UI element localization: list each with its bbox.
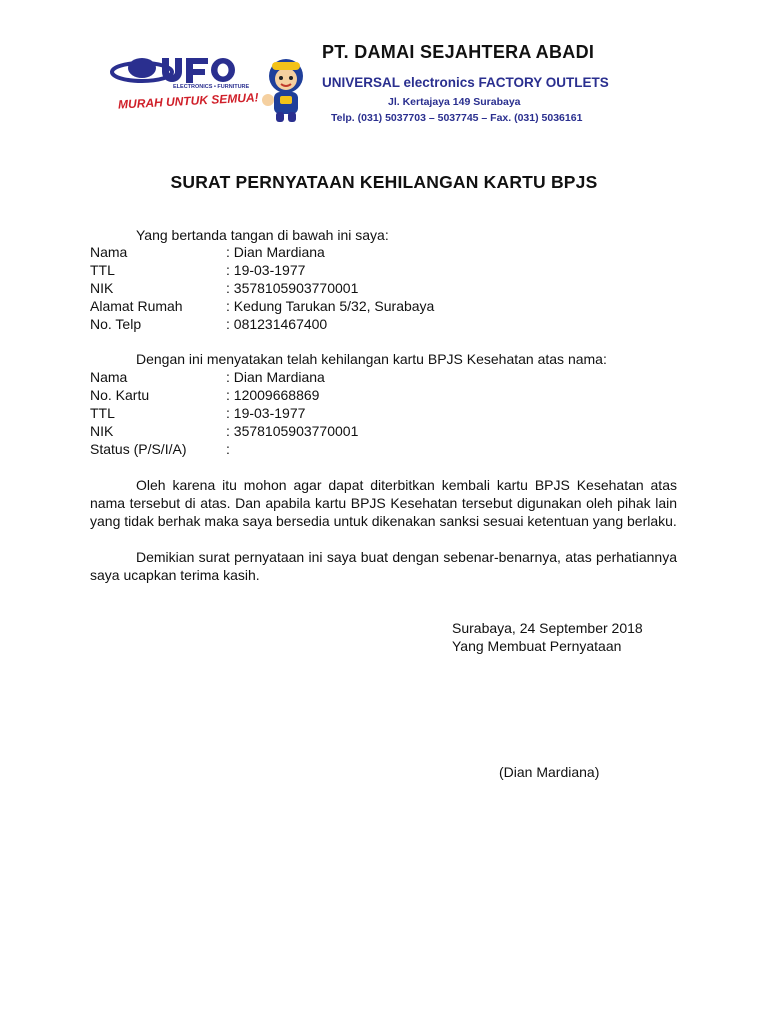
- personal-value-ttl: : 19-03-1977: [226, 262, 306, 278]
- card-value-name: : Dian Mardiana: [226, 369, 325, 385]
- card-value-ttl: : 19-03-1977: [226, 405, 306, 421]
- personal-value-phone: : 081231467400: [226, 316, 328, 332]
- document-title: SURAT PERNYATAAN KEHILANGAN KARTU BPJS: [170, 172, 598, 192]
- card-value-nik: : 3578105903770001: [226, 423, 359, 439]
- personal-label-ttl: TTL: [90, 262, 115, 278]
- logo-sub: ELECTRONICS • FURNITURE: [173, 84, 250, 90]
- personal-value-address: : Kedung Tarukan 5/32, Surabaya: [226, 298, 435, 314]
- signature-name: (Dian Mardiana): [499, 764, 600, 780]
- paragraph-closing: Demikian surat pernyataan ini saya buat dengan sebenar-benarnya, atas perhatiannya saya ucapkan terima kasih.: [90, 549, 677, 583]
- personal-label-phone: No. Telp: [90, 316, 142, 332]
- company-address: Jl. Kertajaya 149 Surabaya: [388, 96, 521, 108]
- personal-label-address: Alamat Rumah: [90, 298, 183, 314]
- company-contact: Telp. (031) 5037703 – 5037745 – Fax. (031) 5036161: [331, 112, 583, 124]
- signature-place-date: Surabaya, 24 September 2018: [452, 620, 643, 636]
- intro-line: Yang bertanda tangan di bawah ini saya:: [136, 227, 389, 243]
- personal-label-nik: NIK: [90, 280, 114, 296]
- company-name: PT. DAMAI SEJAHTERA ABADI: [322, 42, 595, 62]
- company-tagline: UNIVERSAL electronics FACTORY OUTLETS: [322, 75, 609, 90]
- card-value-status: :: [226, 441, 230, 457]
- personal-value-name: : Dian Mardiana: [226, 244, 325, 260]
- card-label-nik: NIK: [90, 423, 114, 439]
- ufo-logo: [110, 48, 320, 128]
- logo-slogan: MURAH UNTUK SEMUA!: [117, 90, 259, 112]
- card-value-number: : 12009668869: [226, 387, 320, 403]
- card-label-status: Status (P/S/I/A): [90, 441, 187, 457]
- personal-value-nik: : 3578105903770001: [226, 280, 359, 296]
- statement-line: Dengan ini menyatakan telah kehilangan kartu BPJS Kesehatan atas nama:: [136, 351, 607, 367]
- paragraph-request: Oleh karena itu mohon agar dapat diterbitkan kembali kartu BPJS Kesehatan atas nama tersebut di atas. Dan apabila kartu BPJS Kesehatan tersebut digunakan oleh pihak lain yang tidak berhak maka saya bersedia untuk dikenakan sanksi sesuai ketentuan yang berlaku.: [90, 477, 677, 529]
- signature-role: Yang Membuat Pernyataan: [452, 638, 622, 654]
- personal-label-name: Nama: [90, 244, 128, 260]
- card-label-number: No. Kartu: [90, 387, 150, 403]
- card-label-ttl: TTL: [90, 405, 115, 421]
- logo-text: [110, 48, 320, 128]
- card-label-name: Nama: [90, 369, 128, 385]
